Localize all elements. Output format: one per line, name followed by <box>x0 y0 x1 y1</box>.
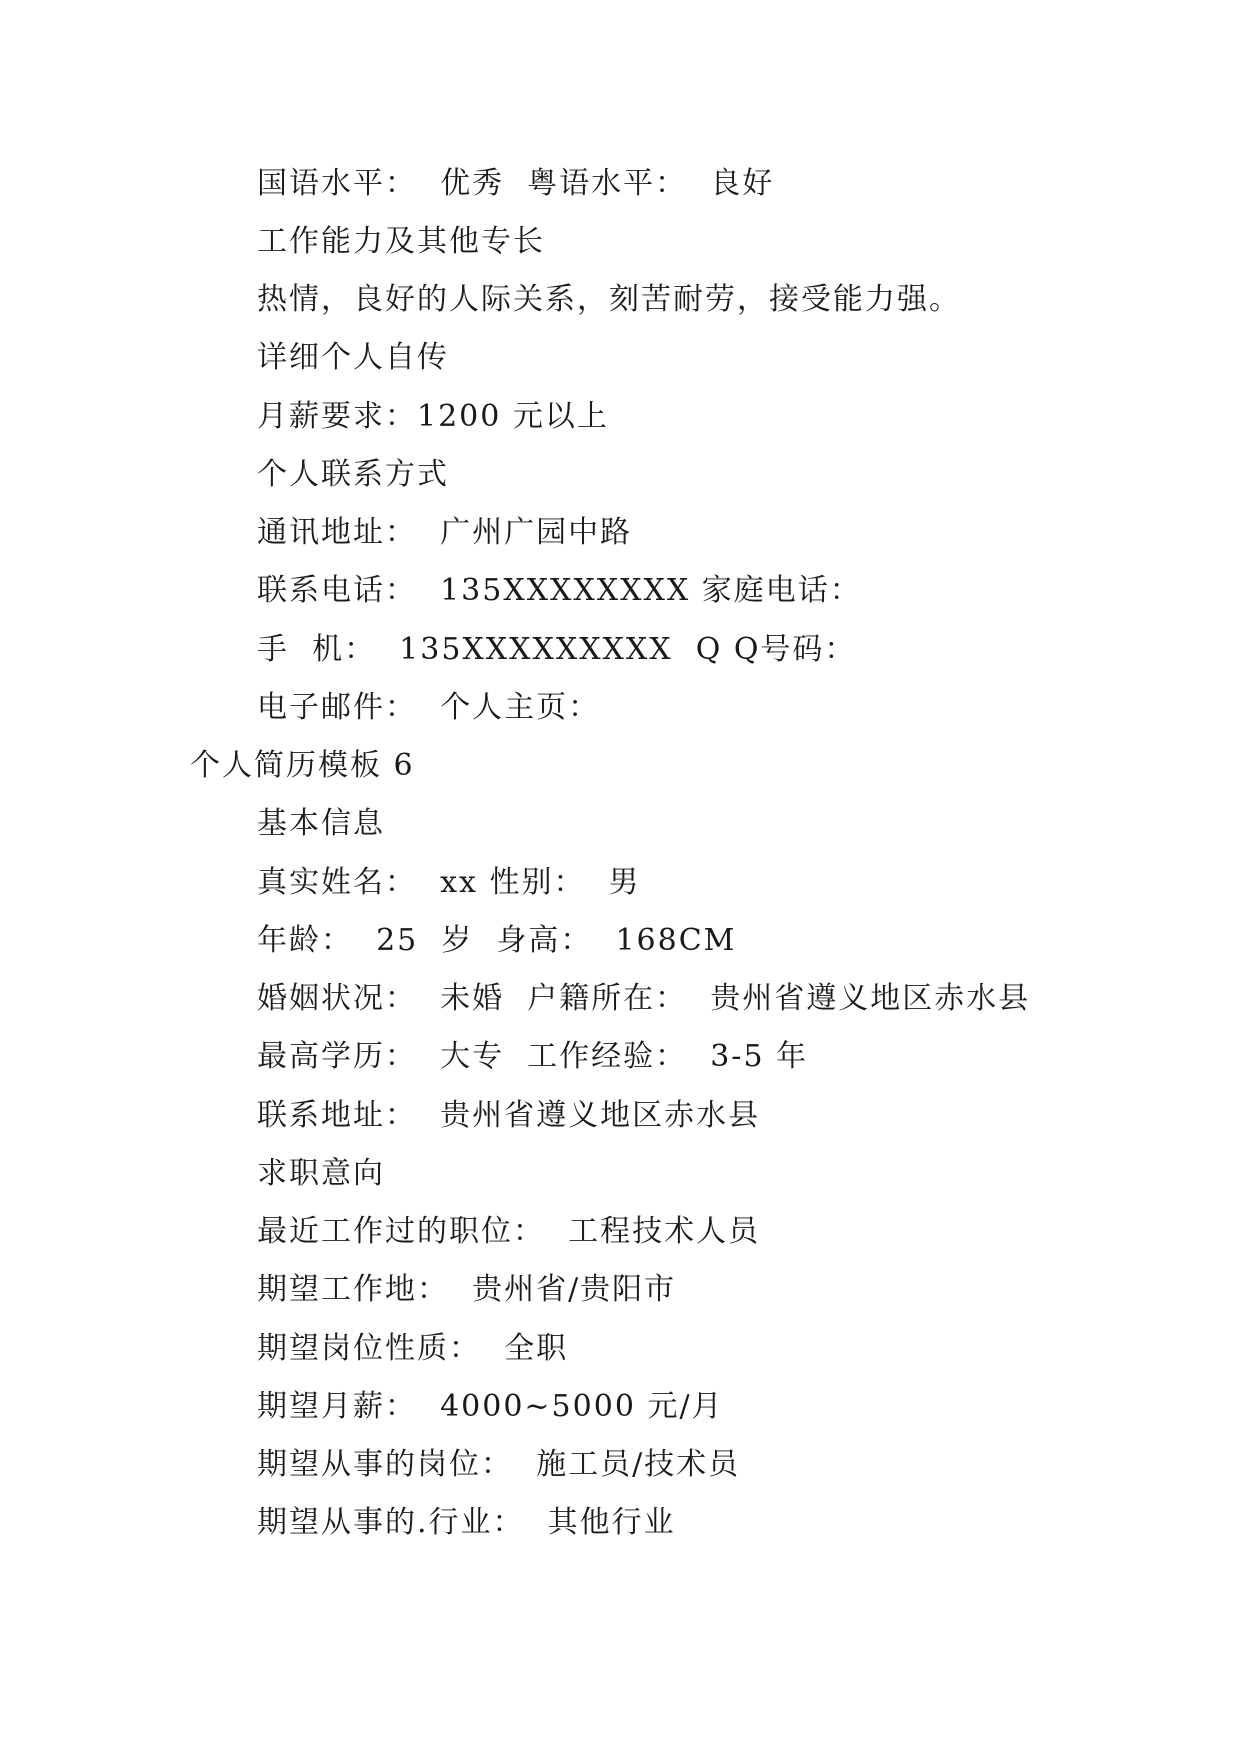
text-line-recent-position: 最近工作过的职位： 工程技术人员 <box>257 1214 761 1249</box>
text-line-age-height: 年龄： 25 岁 身高： 168CM <box>257 923 737 958</box>
text-line-education-experience: 最高学历： 大专 工作经验： 3-5 年 <box>257 1039 809 1074</box>
text-line-expected-industry: 期望从事的.行业： 其他行业 <box>257 1505 676 1540</box>
text-line-salary-requirement: 月薪要求：1200 元以上 <box>257 399 609 434</box>
section-heading-job-intention: 求职意向 <box>257 1156 385 1191</box>
text-line-strengths: 热情，良好的人际关系，刻苦耐劳，接受能力强。 <box>257 282 961 317</box>
text-line-mobile-qq: 手 机： 135XXXXXXXXX Q Q号码： <box>257 632 857 667</box>
text-line-phone: 联系电话： 135XXXXXXXX 家庭电话： <box>257 573 862 608</box>
section-heading-basic-info: 基本信息 <box>257 806 385 841</box>
section-heading-work-ability: 工作能力及其他专长 <box>257 224 545 259</box>
section-heading-contact: 个人联系方式 <box>257 457 449 492</box>
text-line-mailing-address: 通讯地址： 广州广园中路 <box>257 515 633 550</box>
text-line-email-homepage: 电子邮件： 个人主页： <box>257 690 601 725</box>
text-line-expected-job-type: 期望岗位性质： 全职 <box>257 1331 569 1366</box>
text-line-marital-hukou: 婚姻状况： 未婚 户籍所在： 贵州省遵义地区赤水县 <box>257 981 1031 1016</box>
text-line-language-levels: 国语水平： 优秀 粤语水平： 良好 <box>257 166 775 201</box>
text-line-expected-position: 期望从事的岗位： 施工员/技术员 <box>257 1447 741 1482</box>
text-line-contact-address: 联系地址： 贵州省遵义地区赤水县 <box>257 1098 761 1133</box>
text-line-expected-salary: 期望月薪： 4000~5000 元/月 <box>257 1389 724 1424</box>
text-line-expected-location: 期望工作地： 贵州省/贵阳市 <box>257 1272 677 1307</box>
template-title: 个人简历模板 6 <box>190 748 415 783</box>
text-line-name-gender: 真实姓名： xx 性别： 男 <box>257 865 641 900</box>
section-heading-autobiography: 详细个人自传 <box>257 340 449 375</box>
